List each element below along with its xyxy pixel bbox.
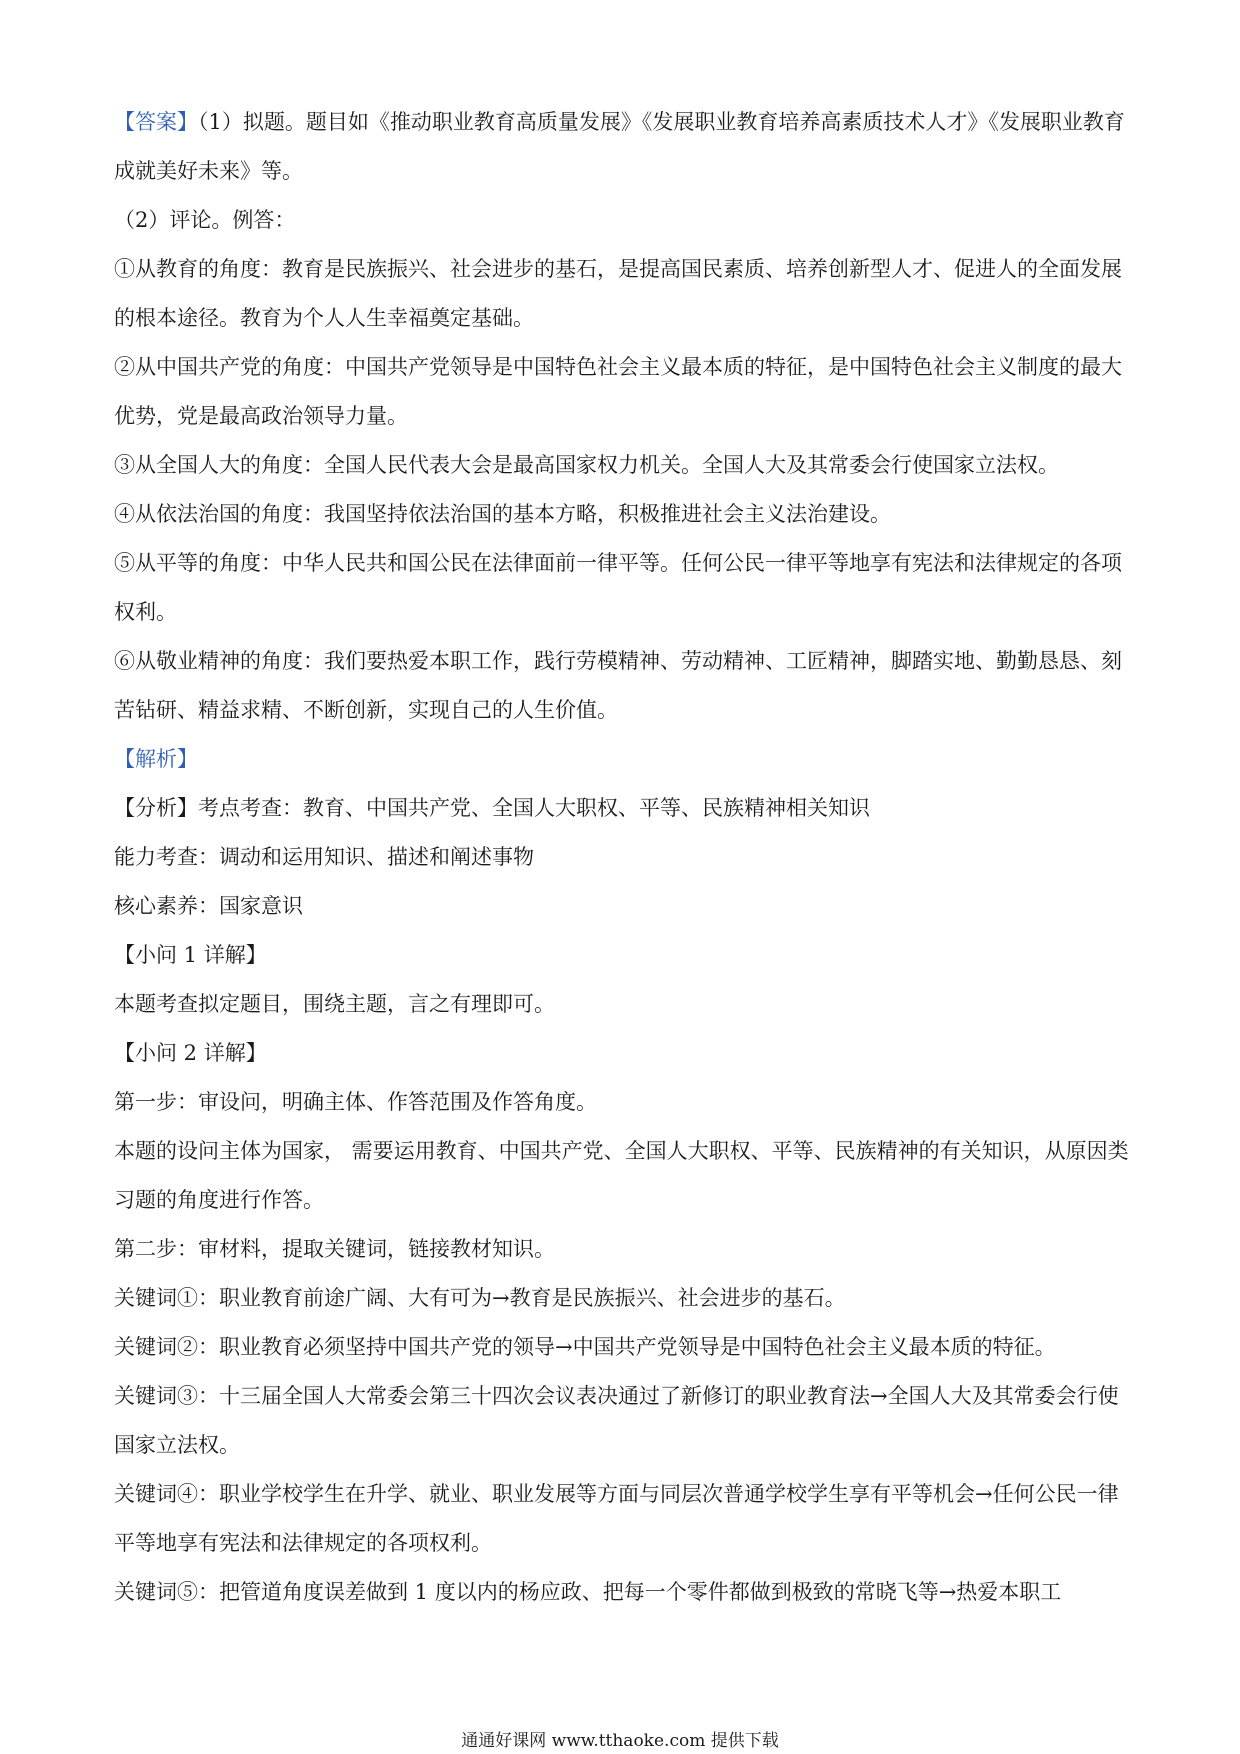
analysis-line: 关键词②：职业教育必须坚持中国共产党的领导→中国共产党领导是中国特色社会主义最本质的特征。 — [114, 1335, 1056, 1359]
analysis-line: 【小问 2 详解】 — [114, 1041, 267, 1065]
answer-point-3: ③从全国人大的角度：全国人民代表大会是最高国家权力机关。全国人大及其常委会行使国家立法权。 — [114, 453, 1059, 477]
answer-item-2: （2）评论。例答： — [114, 208, 296, 232]
footer-watermark: 通通好课网 www.tthaoke.com 提供下载 — [461, 1731, 779, 1751]
answer-paragraph-1 — [114, 98, 1130, 196]
answer-tag: 【答案】 — [114, 110, 198, 134]
analysis-line: 第一步：审设问，明确主体、作答范围及作答角度。 — [114, 1090, 597, 1114]
analysis-line: 关键词①：职业教育前途广阔、大有可为→教育是民族振兴、社会进步的基石。 — [114, 1286, 846, 1310]
answer-point-4: ④从依法治国的角度：我国坚持依法治国的基本方略，积极推进社会主义法治建设。 — [114, 502, 891, 526]
analysis-line: 本题的设问主体为国家， 需要运用教育、中国共产党、全国人大职权、平等、民族精神的有关知识，从原因类习题的角度进行作答。 — [114, 1139, 1129, 1212]
analysis-line: 关键词⑤：把管道角度误差做到 1 度以内的杨应政、把每一个零件都做到极致的常晓飞等→热爱本职工 — [114, 1580, 1062, 1604]
answer-point-1: ①从教育的角度：教育是民族振兴、社会进步的基石，是提高国民素质、培养创新型人才、促进人的全面发展的根本途径。教育为个人人生幸福奠定基础。 — [114, 257, 1122, 330]
analysis-line: 核心素养：国家意识 — [114, 894, 303, 918]
analysis-line: 【小问 1 详解】 — [114, 943, 267, 967]
analysis-line: 关键词③：十三届全国人大常委会第三十四次会议表决通过了新修订的职业教育法→全国人大及其常委会行使国家立法权。 — [114, 1384, 1119, 1457]
document-body — [114, 98, 1130, 1617]
analysis-line: 本题考查拟定题目，围绕主题，言之有理即可。 — [114, 992, 555, 1016]
analysis-line: 第二步：审材料，提取关键词，链接教材知识。 — [114, 1237, 555, 1261]
answer-point-6: ⑥从敬业精神的角度：我们要热爱本职工作，践行劳模精神、劳动精神、工匠精神，脚踏实地、勤勤恳恳、刻苦钻研、精益求精、不断创新，实现自己的人生价值。 — [114, 649, 1122, 722]
analysis-line: 能力考查：调动和运用知识、描述和阐述事物 — [114, 845, 534, 869]
answer-point-2: ②从中国共产党的角度：中国共产党领导是中国特色社会主义最本质的特征，是中国特色社会主义制度的最大优势，党是最高政治领导力量。 — [114, 355, 1122, 428]
answer-item-1: （1）拟题。题目如《推动职业教育高质量发展》《发展职业教育培养高素质技术人才》《发展职业教育成就美好未来》等。 — [114, 110, 1125, 183]
analysis-line: 关键词④：职业学校学生在升学、就业、职业发展等方面与同层次普通学校学生享有平等机会→任何公民一律平等地享有宪法和法律规定的各项权利。 — [114, 1482, 1119, 1555]
analysis-tag: 【解析】 — [114, 747, 198, 771]
answer-point-5: ⑤从平等的角度：中华人民共和国公民在法律面前一律平等。任何公民一律平等地享有宪法和法律规定的各项权利。 — [114, 551, 1122, 624]
analysis-line: 【分析】考点考查：教育、中国共产党、全国人大职权、平等、民族精神相关知识 — [114, 796, 870, 820]
